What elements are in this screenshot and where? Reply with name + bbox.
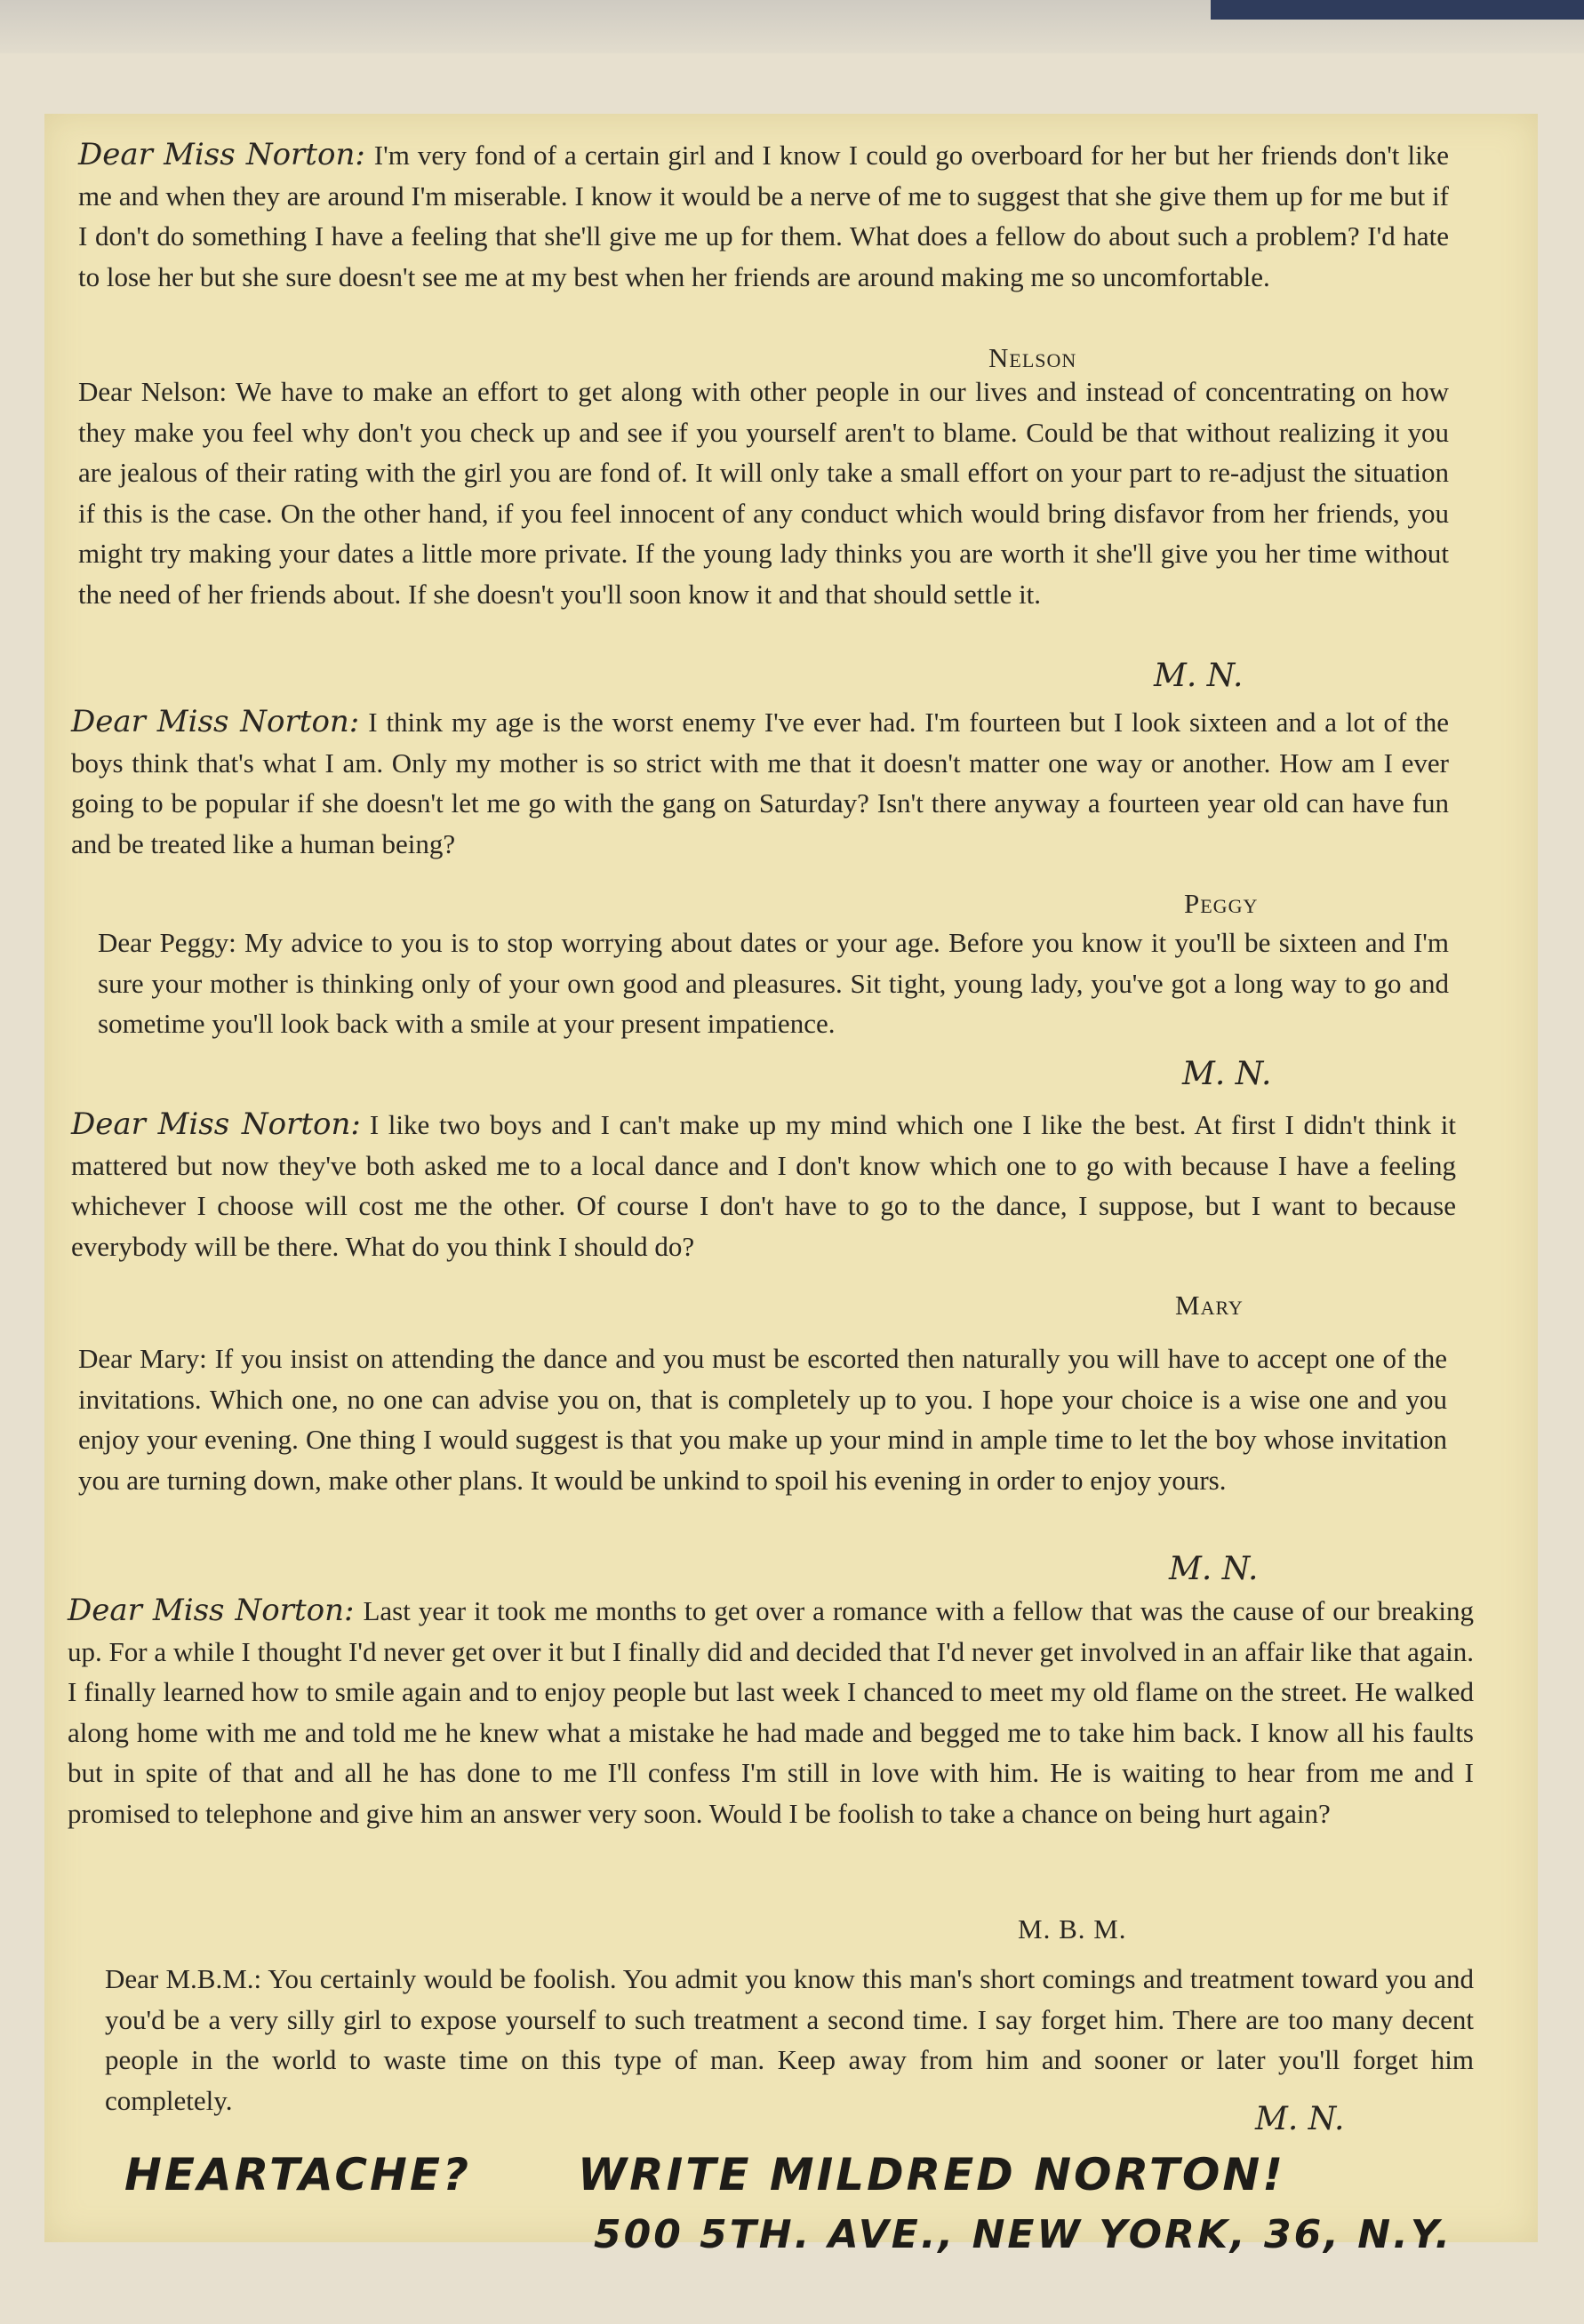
letter-4-salutation: Dear Miss Norton: [68,1593,355,1628]
letter-2 [71,702,1449,864]
letter-2-text: I think my age is the worst enemy I've ever had. I'm fourteen but I look sixteen and a lot of the boys think that's what I am. Only my mother is so strict with me that it doesn't matter one way or another. How am I ever going to be popular if she doesn't let me go with the gang on Saturday? Isn't there anyway a fourteen year old can have fun and be treated like a human being? [71,707,1449,859]
letter-1-salutation: Dear Miss Norton: [78,137,365,172]
footer-headline-left: HEARTACHE? [124,2149,472,2200]
letter-3-signature: Mary [1175,1290,1244,1321]
letter-4-text: Last year it took me months to get over a romance with a fellow that was the cause of our breaking up. For a while I thought I'd never get over it but I finally did and decided that I'd never get involved in an affair like that again. I finally learned how to smile again and to enjoy people but last week I chanced to meet my old flame on the street. He walked along home with me and told me he knew what a mistake he had made and begged me to take him back. I know all his faults but in spite of that and all he has done to me I'll confess I'm still in love with him. He is waiting to hear from me and I promised to telephone and give him an answer very soon. Would I be foolish to take a chance on being hurt again? [68,1595,1474,1829]
reply-4: Dear M.B.M.: You certainly would be foolish. You admit you know this man's short comings and treatment toward you and you'd be a very silly girl to expose yourself to such treatment a second time. I say forget him. There are too many decent people in the world to waste time on this type of man. Keep away from him and sooner or later you'll forget him completely. [105,1963,1474,2116]
letter-3-text: I like two boys and I can't make up my mind which one I like the best. At first I didn't think it mattered but now they've both asked me to a local dance and I don't know which one to go with because I have a feeling whichever I choose will cost me the other. Of course I don't have to go to the dance, I suppose, but I want to because everybody will be there. What do you think I should do? [71,1109,1457,1262]
footer-address: 500 5TH. AVE., NEW YORK, 36, N.Y. [594,2212,1453,2257]
letter-1 [78,135,1449,297]
reply-3-initials: M. N. [1169,1551,1259,1587]
reply-1-initials: M. N. [1154,658,1244,694]
letter-3-salutation: Dear Miss Norton: [71,1106,361,1142]
letter-4 [68,1591,1474,1833]
reply-2: Dear Peggy: My advice to you is to stop worrying about dates or your age. Before you know it you'll be sixteen and I'm sure your mother is thinking only of your own good and pleasures. Sit tight, young lady, you've got a long way to go and sometime you'll look back with a smile at your present impatience. [98,927,1449,1039]
footer-headline-right: WRITE MILDRED NORTON! [578,2149,1286,2200]
reply-1: Dear Nelson: We have to make an effort to get along with other people in our lives and instead of concentrating on how they make you feel why don't you check up and see if you yourself aren't to blame. Could be that without realizing it you are jealous of their rating with the girl you are fond of. It will only take a small effort on your part to re-adjust the situation if this is the case. On the other hand, if you feel innocent of any conduct which would bring disfavor from her friends, you might try making your dates a little more private. If the young lady thinks you are worth it she'll give you her time without the need of her friends about. If she doesn't you'll soon know it and that should settle it. [78,376,1449,610]
letter-3 [71,1105,1456,1266]
letter-2-signature: Peggy [1184,888,1259,919]
letter-1-signature: Nelson [988,342,1077,373]
letter-4-signature: M. B. M. [1018,1913,1127,1945]
letter-1-text: I'm very fond of a certain girl and I know I could go overboard for her but her friends don't like me and when they are around I'm miserable. I know it would be a nerve of me to suggest that she give them up for me but if I don't do something I have a feeling that she'll give me up for them. What does a fellow do about such a problem? I'd hate to lose her but she sure doesn't see me at my best when her friends are around making me so uncomfortable. [78,140,1450,292]
reply-4-initials: M. N. [1255,2101,1345,2137]
reply-2-initials: M. N. [1182,1056,1272,1092]
reply-3: Dear Mary: If you insist on attending the dance and you must be escorted then naturally you will have to accept one of the invitations. Which one, no one can advise you on, that is completely up to you. I hope your choice is a wise one and you enjoy your evening. One thing I would suggest is that you make up your mind in ample time to let the boy whose invitation you are turning down, make other plans. It would be unkind to spoil his evening in order to enjoy yours. [78,1343,1447,1496]
letter-2-salutation: Dear Miss Norton: [71,704,360,739]
